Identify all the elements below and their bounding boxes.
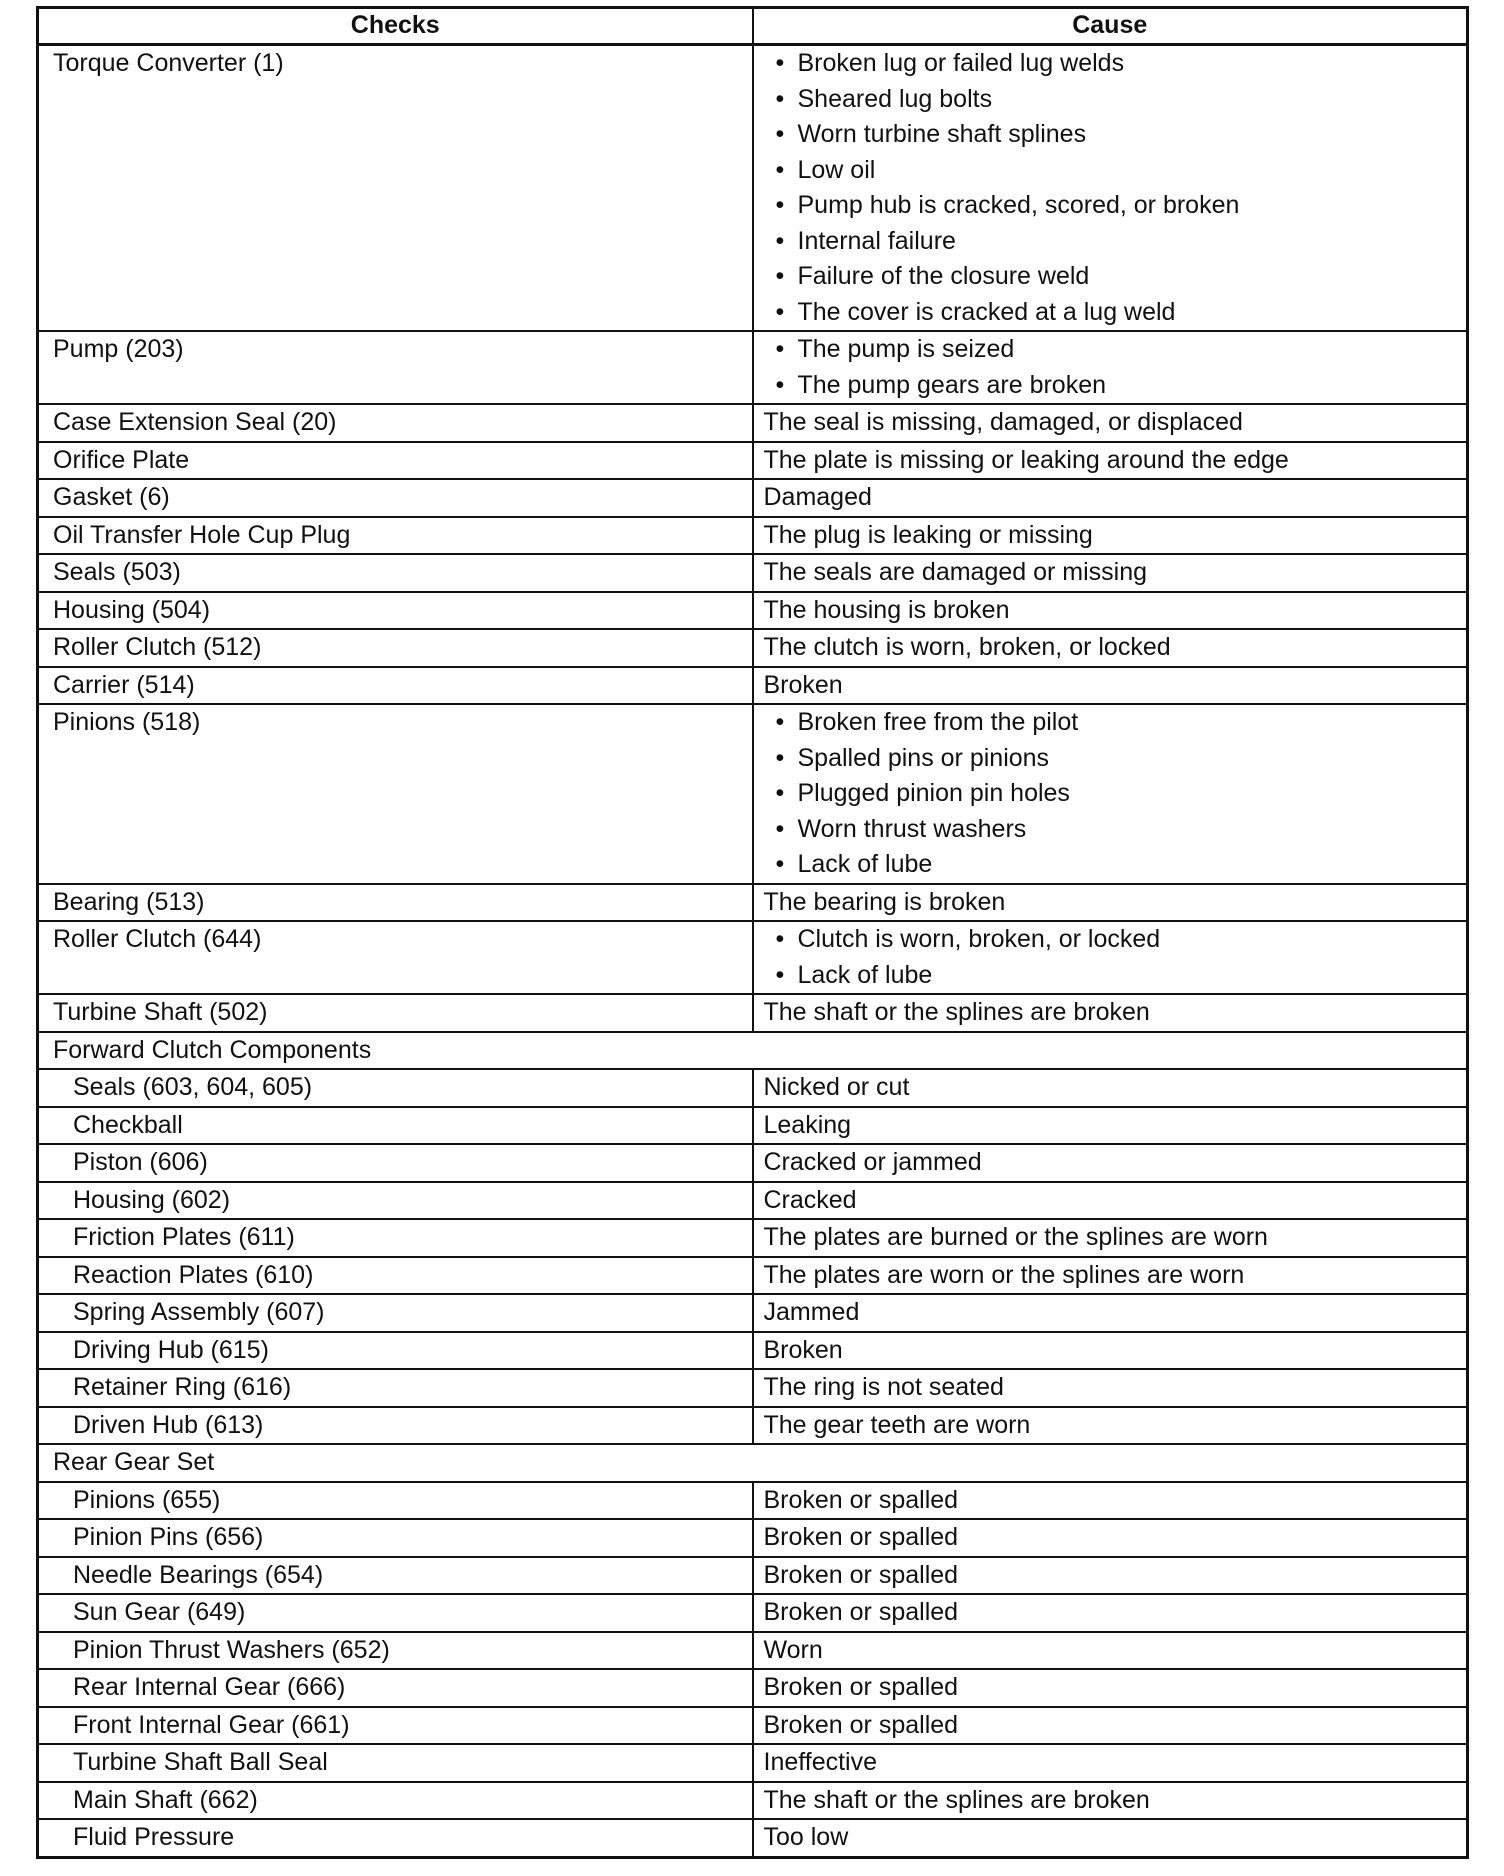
table-row	[38, 1707, 1468, 1745]
cause-cell: Cracked	[753, 1182, 1468, 1220]
table-row	[38, 1257, 1468, 1295]
table-row	[38, 1294, 1468, 1332]
check-cell: Pinions (518)	[38, 704, 753, 884]
check-cell: Front Internal Gear (661)	[38, 1707, 753, 1745]
table-row	[38, 592, 1468, 630]
cause-bullet-list	[764, 922, 1467, 993]
cause-bullet-list	[764, 705, 1467, 883]
cause-cell: Too low	[753, 1819, 1468, 1857]
cause-cell: The plates are worn or the splines are worn	[753, 1257, 1468, 1295]
check-cell: Carrier (514)	[38, 667, 753, 705]
cause-cell: The shaft or the splines are broken	[753, 1782, 1468, 1820]
table-row	[38, 994, 1468, 1032]
group-row	[38, 1032, 1468, 1070]
check-cell: Pinion Pins (656)	[38, 1519, 753, 1557]
cause-cell: Damaged	[753, 479, 1468, 517]
table-row	[38, 554, 1468, 592]
cause-cell: Broken or spalled	[753, 1557, 1468, 1595]
check-cell: Fluid Pressure	[38, 1819, 753, 1857]
cause-bullet-item: • Broken free from the pilot	[798, 705, 1467, 741]
cause-cell: Broken or spalled	[753, 1594, 1468, 1632]
check-cell: Rear Internal Gear (666)	[38, 1669, 753, 1707]
cause-cell: The plate is missing or leaking around the edge	[753, 442, 1468, 480]
table-row	[38, 517, 1468, 555]
cause-cell: The bearing is broken	[753, 884, 1468, 922]
check-cell: Gasket (6)	[38, 479, 753, 517]
cause-cell: Broken	[753, 667, 1468, 705]
check-cell: Friction Plates (611)	[38, 1219, 753, 1257]
cause-bullet-list	[764, 46, 1467, 330]
check-cell: Bearing (513)	[38, 884, 753, 922]
table-row	[38, 1744, 1468, 1782]
check-cell: Turbine Shaft (502)	[38, 994, 753, 1032]
checks-cause-table	[36, 6, 1469, 1859]
check-cell: Checkball	[38, 1107, 753, 1145]
table-row	[38, 704, 1468, 884]
cause-bullet-item: • Lack of lube	[798, 847, 1467, 883]
table-row	[38, 1557, 1468, 1595]
check-cell: Pinion Thrust Washers (652)	[38, 1632, 753, 1670]
cause-cell: The seals are damaged or missing	[753, 554, 1468, 592]
check-cell: Turbine Shaft Ball Seal	[38, 1744, 753, 1782]
check-cell: Retainer Ring (616)	[38, 1369, 753, 1407]
table-row	[38, 404, 1468, 442]
table-row	[38, 1219, 1468, 1257]
check-cell: Reaction Plates (610)	[38, 1257, 753, 1295]
table-row	[38, 479, 1468, 517]
table-row	[38, 884, 1468, 922]
cause-bullet-item: • The cover is cracked at a lug weld	[798, 295, 1467, 331]
cause-cell: The seal is missing, damaged, or displaced	[753, 404, 1468, 442]
cause-bullet-item: • Clutch is worn, broken, or locked	[798, 922, 1467, 958]
cause-cell: Broken or spalled	[753, 1669, 1468, 1707]
cause-cell: The plates are burned or the splines are worn	[753, 1219, 1468, 1257]
table-row	[38, 1144, 1468, 1182]
table-row	[38, 442, 1468, 480]
check-cell: Spring Assembly (607)	[38, 1294, 753, 1332]
cause-cell: Leaking	[753, 1107, 1468, 1145]
check-cell: Driven Hub (613)	[38, 1407, 753, 1445]
check-cell: Sun Gear (649)	[38, 1594, 753, 1632]
cause-bullet-item: • Low oil	[798, 153, 1467, 189]
check-cell: Seals (603, 604, 605)	[38, 1069, 753, 1107]
table-row	[38, 1632, 1468, 1670]
check-cell: Pump (203)	[38, 331, 753, 404]
cause-cell: The clutch is worn, broken, or locked	[753, 629, 1468, 667]
check-cell: Roller Clutch (512)	[38, 629, 753, 667]
cause-header: Cause	[753, 8, 1468, 45]
header-row	[38, 8, 1468, 45]
table-row	[38, 1069, 1468, 1107]
check-cell: Driving Hub (615)	[38, 1332, 753, 1370]
group-heading: Forward Clutch Components	[38, 1032, 1468, 1070]
table-row	[38, 667, 1468, 705]
group-row	[38, 1444, 1468, 1482]
cause-cell: Cracked or jammed	[753, 1144, 1468, 1182]
cause-cell: Broken	[753, 1332, 1468, 1370]
cause-cell: The gear teeth are worn	[753, 1407, 1468, 1445]
table-row	[38, 1669, 1468, 1707]
cause-bullet-item: • Lack of lube	[798, 958, 1467, 994]
cause-cell: Jammed	[753, 1294, 1468, 1332]
cause-cell	[753, 331, 1468, 404]
cause-bullet-item: • Plugged pinion pin holes	[798, 776, 1467, 812]
check-cell: Torque Converter (1)	[38, 45, 753, 332]
check-cell: Housing (504)	[38, 592, 753, 630]
cause-cell: Broken or spalled	[753, 1707, 1468, 1745]
table-row	[38, 1369, 1468, 1407]
cause-bullet-item: • Pump hub is cracked, scored, or broken	[798, 188, 1467, 224]
cause-bullet-item: • The pump gears are broken	[798, 368, 1467, 404]
check-cell: Seals (503)	[38, 554, 753, 592]
table-row	[38, 1819, 1468, 1857]
cause-cell: Ineffective	[753, 1744, 1468, 1782]
cause-cell: Worn	[753, 1632, 1468, 1670]
table-row	[38, 1594, 1468, 1632]
cause-cell: The plug is leaking or missing	[753, 517, 1468, 555]
check-cell: Oil Transfer Hole Cup Plug	[38, 517, 753, 555]
check-cell: Housing (602)	[38, 1182, 753, 1220]
group-heading: Rear Gear Set	[38, 1444, 1468, 1482]
check-cell: Orifice Plate	[38, 442, 753, 480]
checks-header: Checks	[38, 8, 753, 45]
cause-cell: Broken or spalled	[753, 1519, 1468, 1557]
cause-cell: Nicked or cut	[753, 1069, 1468, 1107]
table-row	[38, 1332, 1468, 1370]
table-row	[38, 629, 1468, 667]
check-cell: Main Shaft (662)	[38, 1782, 753, 1820]
table-body	[38, 45, 1468, 1858]
check-cell: Piston (606)	[38, 1144, 753, 1182]
cause-cell	[753, 704, 1468, 884]
cause-bullet-item: • Worn turbine shaft splines	[798, 117, 1467, 153]
cause-cell: The ring is not seated	[753, 1369, 1468, 1407]
check-cell: Needle Bearings (654)	[38, 1557, 753, 1595]
table-row	[38, 45, 1468, 332]
cause-bullet-item: • The pump is seized	[798, 332, 1467, 368]
cause-bullet-list	[764, 332, 1467, 403]
table-row	[38, 1407, 1468, 1445]
check-cell: Pinions (655)	[38, 1482, 753, 1520]
cause-cell: Broken or spalled	[753, 1482, 1468, 1520]
cause-bullet-item: • Failure of the closure weld	[798, 259, 1467, 295]
cause-bullet-item: • Sheared lug bolts	[798, 82, 1467, 118]
cause-bullet-item: • Spalled pins or pinions	[798, 741, 1467, 777]
cause-cell	[753, 45, 1468, 332]
table-row	[38, 1482, 1468, 1520]
check-cell: Case Extension Seal (20)	[38, 404, 753, 442]
cause-bullet-item: • Internal failure	[798, 224, 1467, 260]
table-row	[38, 921, 1468, 994]
checks-table-page	[36, 6, 1466, 1859]
cause-bullet-item: • Worn thrust washers	[798, 812, 1467, 848]
cause-bullet-item: • Broken lug or failed lug welds	[798, 46, 1467, 82]
cause-cell: The shaft or the splines are broken	[753, 994, 1468, 1032]
cause-cell	[753, 921, 1468, 994]
cause-cell: The housing is broken	[753, 592, 1468, 630]
table-row	[38, 1782, 1468, 1820]
check-cell: Roller Clutch (644)	[38, 921, 753, 994]
table-row	[38, 1519, 1468, 1557]
table-row	[38, 1182, 1468, 1220]
table-row	[38, 1107, 1468, 1145]
table-row	[38, 331, 1468, 404]
